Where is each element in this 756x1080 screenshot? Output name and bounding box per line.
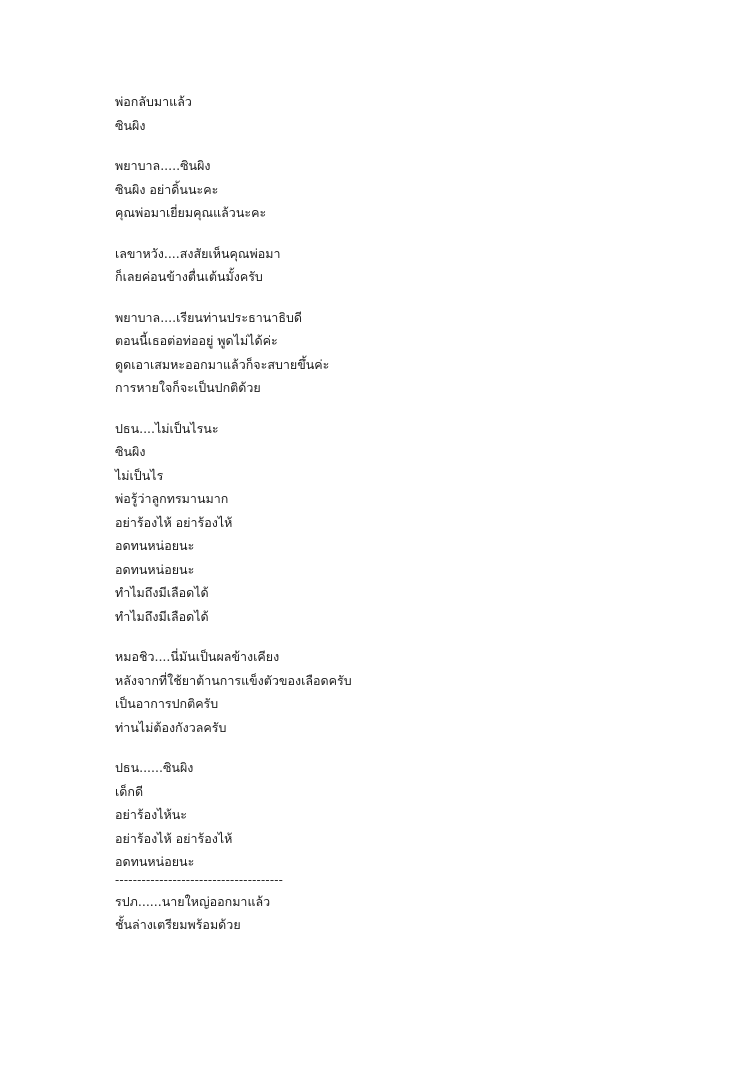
dialogue-block-5: [115, 417, 715, 629]
text-line: พ่อรู้ว่าลูกทรมานมาก: [115, 491, 229, 506]
dialogue-block-6: [115, 645, 715, 739]
dialogue-block-7: [115, 756, 715, 874]
text-line: หมอชิว....นี่มันเป็นผลข้างเคียง: [115, 649, 280, 664]
text-line: ซินผิง อย่าดิ้นนะคะ: [115, 181, 219, 197]
text-line: ท่านไม่ต้องกังวลครับ: [115, 719, 227, 735]
transcript-body: [115, 90, 715, 954]
text-line: ซินผิง: [115, 117, 146, 133]
text-line: ดูดเอาเสมหะออกมาแล้วก็จะสบายขึ้นค่ะ: [115, 356, 330, 372]
text-line: เป็นอาการปกติครับ: [115, 696, 219, 711]
text-line: ซินผิง: [115, 444, 146, 459]
text-line: ปธน......ซินผิง: [115, 760, 194, 775]
dialogue-block-2: [115, 154, 715, 225]
text-line: อดทนหน่อยนะ: [115, 538, 195, 553]
text-line: พ่อกลับมาแล้ว: [115, 94, 192, 109]
text-line: ก็เลยค่อนข้างตื่นเต้นมั้งครับ: [115, 269, 263, 284]
text-line: อดทนหน่อยนะ: [115, 854, 195, 869]
dialogue-block-3: [115, 242, 715, 289]
text-line: ทำไมถึงมีเลือดได้: [115, 585, 209, 600]
text-line: คุณพ่อมาเยี่ยมคุณแล้วนะคะ: [115, 205, 267, 220]
dialogue-block-4: [115, 306, 715, 400]
text-line: อดทนหน่อยนะ: [115, 561, 195, 577]
text-line: ไม่เป็นไร: [115, 467, 164, 483]
text-line: เด็กดี: [115, 783, 144, 799]
text-line: ปธน....ไม่เป็นไรนะ: [115, 420, 219, 436]
text-line: เลขาหวัง....สงสัยเห็นคุณพ่อมา: [115, 245, 281, 261]
text-line: อย่าร้องไห้ อย่าร้องไห้: [115, 514, 233, 530]
text-line: ตอนนี้เธอต่อท่ออยู่ พูดไม่ได้ค่ะ: [115, 333, 278, 348]
text-line: อย่าร้องไห้ อย่าร้องไห้: [115, 830, 233, 846]
text-line: อย่าร้องไห้นะ: [115, 807, 187, 822]
text-line: พยาบาล.....ซินผิง: [115, 158, 211, 173]
dialogue-block-1: [115, 90, 715, 137]
text-line: ทำไมถึงมีเลือดได้: [115, 608, 209, 624]
section-divider: --------------------------------------: [115, 871, 284, 887]
text-line: พยาบาล....เรียนท่านประธานาธิบดี: [115, 309, 303, 325]
text-line: หลังจากที่ใช้ยาต้านการแข็งตัวของเลือดครับ: [115, 672, 352, 688]
text-line: ชั้นล่างเตรียมพร้อมด้วย: [115, 917, 241, 932]
text-line: รปภ......นายใหญ่ออกมาแล้ว: [115, 893, 271, 909]
dialogue-block-8: [115, 890, 715, 937]
text-line: การหายใจก็จะเป็นปกติด้วย: [115, 380, 261, 395]
